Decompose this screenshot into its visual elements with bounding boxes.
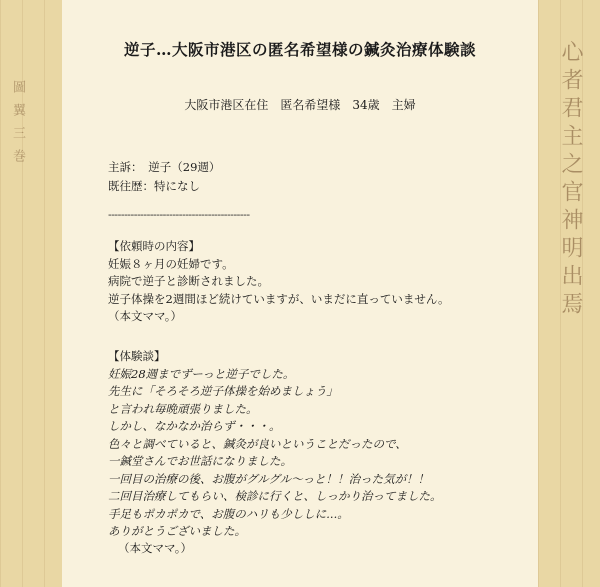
experience-line: 一鍼堂さんでお世話になりました。 bbox=[108, 454, 292, 468]
section-divider: -------------------------------------------- bbox=[108, 208, 250, 221]
medical-history: 既往歴：特になし bbox=[108, 179, 200, 193]
patient-profile: 大阪市港区在住 匿名希望様 34歳 主婦 bbox=[184, 98, 416, 112]
background-manuscript-right bbox=[538, 0, 600, 587]
article-page bbox=[62, 0, 538, 587]
request-section bbox=[108, 238, 450, 326]
request-line: 病院で逆子と診断されました。 bbox=[108, 274, 269, 288]
experience-line: と言われ毎晩頑張りました。 bbox=[108, 401, 258, 416]
experience-heading: 【体験談】 bbox=[108, 349, 166, 363]
background-right-text: 心者君主之官神明出焉 bbox=[558, 40, 583, 320]
request-line: （本文ママ。） bbox=[108, 309, 183, 323]
background-manuscript-left bbox=[0, 0, 62, 587]
experience-line: 妊娠28週までずーっと逆子でした。 bbox=[108, 366, 295, 381]
experience-line: 先生に「そろそろ逆子体操を始めましょう」 bbox=[108, 384, 338, 398]
request-line: 逆子体操を2週間ほど続けていますが、いまだに直っていません。 bbox=[108, 291, 450, 306]
request-heading: 【依頼時の内容】 bbox=[108, 239, 200, 253]
background-left-text: 圖翼三巻 bbox=[10, 80, 25, 172]
experience-line: 色々と調べていると、鍼灸が良いということだったので、 bbox=[108, 436, 407, 451]
page-title: 逆子…大阪市港区の匿名希望様の鍼灸治療体験談 bbox=[123, 40, 476, 59]
experience-line: ありがとうございました。 bbox=[108, 524, 246, 538]
closing-note: （本文ママ。） bbox=[118, 541, 193, 555]
experience-line: しかし、なかなか治らず・・・。 bbox=[108, 419, 281, 433]
experience-line: 二回目治療してもらい、検診に行くと、しっかり治ってました。 bbox=[108, 489, 442, 503]
patient-info bbox=[108, 158, 220, 196]
experience-section bbox=[108, 348, 442, 541]
experience-line: 一回目の治療の後、お腹がグルグル～っと！！治った気が！！ bbox=[108, 471, 430, 486]
chief-complaint: 主訴： 逆子（29週） bbox=[108, 160, 221, 174]
request-line: 妊娠８ヶ月の妊婦です。 bbox=[108, 256, 234, 271]
experience-line: 手足もポカポカで、お腹のハリも少ししに...。 bbox=[108, 506, 349, 521]
